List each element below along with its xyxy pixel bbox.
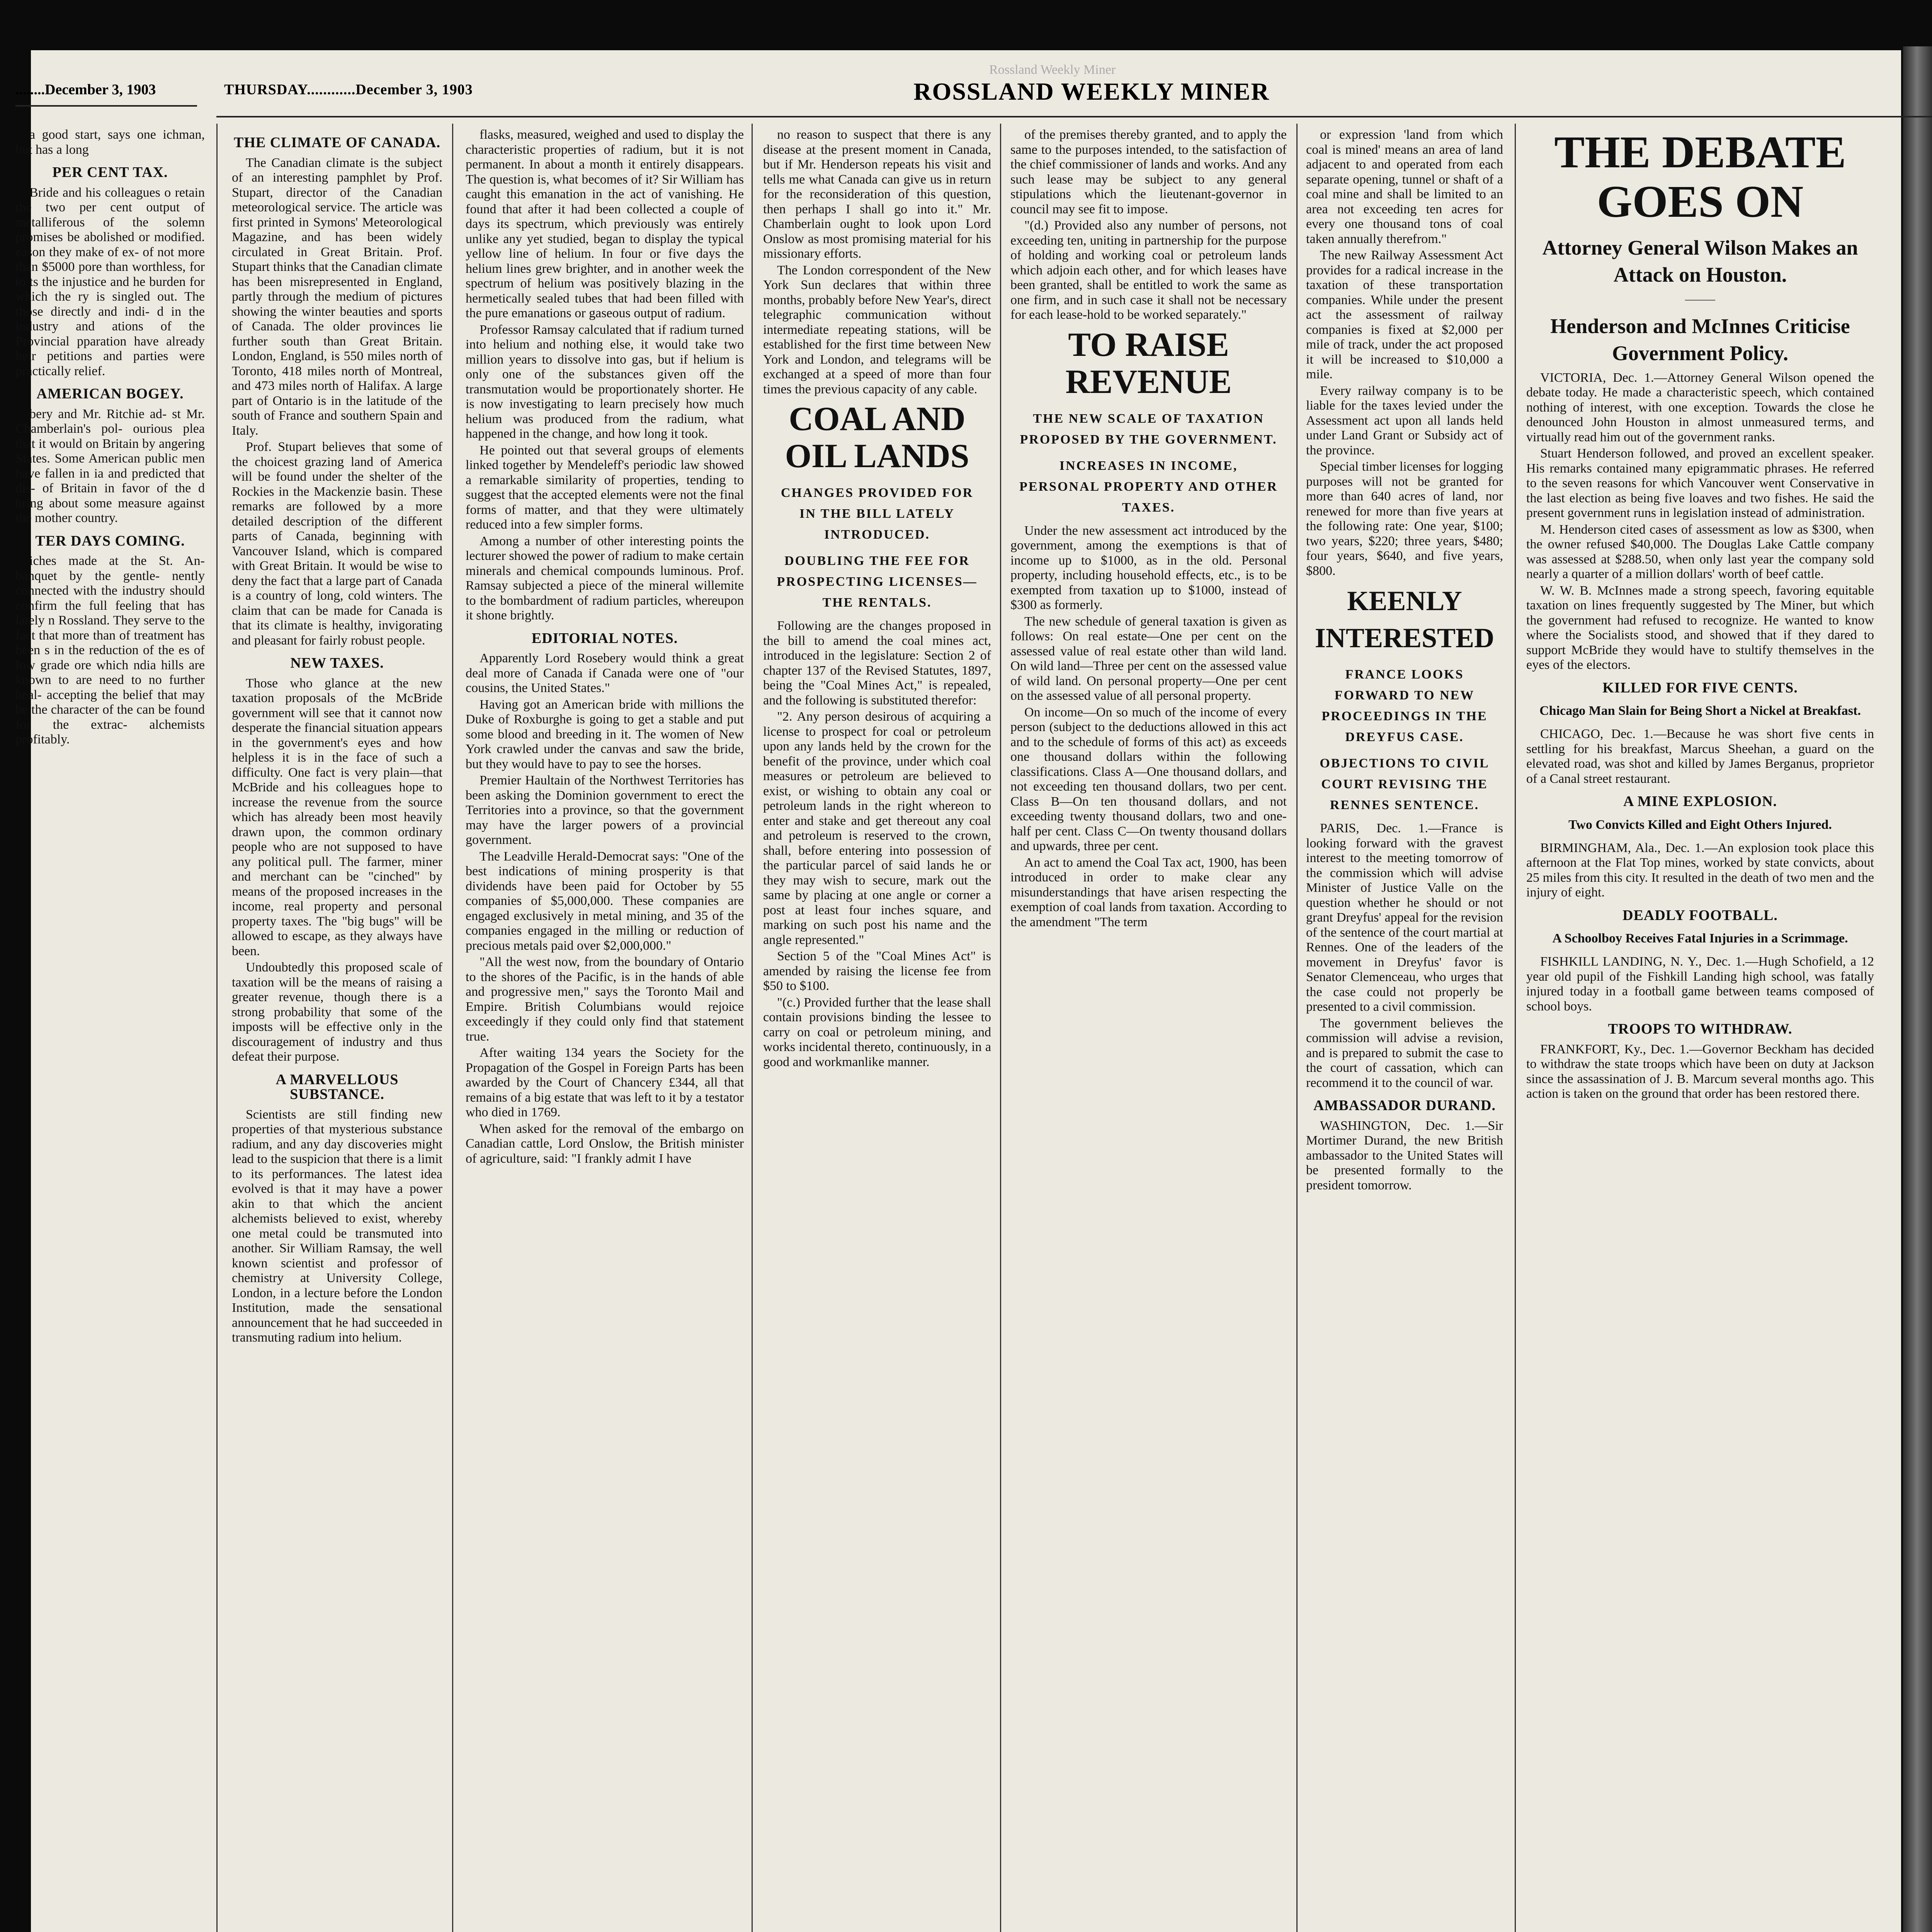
column-rule: [752, 124, 753, 1932]
article-text: On income—On so much of the income of every person (subject to the deductions allowed in this act and to the schedule of forms of this act) as exceeds one thousand dollars within the following classifications. Class A—One thousand dollars, and not exceeding ten thousand dollars, two per cent. Class B—On ten thousand dollars, and not exceeding twenty thousand dollars, two and one-half per cent. Class C—On twenty thousand dollars and upwards, three per cent.: [1010, 705, 1287, 853]
article-headline: THE CLIMATE OF CANADA.: [233, 134, 441, 151]
article-headline: EDITORIAL NOTES.: [531, 630, 678, 646]
article-text: CHICAGO, Dec. 1.—Because he was short five cents in settling for his breakfast, Marcus Sheehan, a guard on the elevated road, was shot and killed by James Berganus, proprietor of a Canal street restaurant.: [1526, 727, 1874, 786]
page-header: [216, 62, 1932, 117]
article-text: He pointed out that several groups of elements linked together by Mendeleff's periodic law showed a remarkable similarity of properties, tending to suggest that the accepted elements were not the final forms of matter, and that they were ultimately reduced into a few simpler forms.: [466, 443, 744, 532]
subheading: Two Convicts Killed and Eight Others Injured.: [1568, 817, 1832, 832]
article-headline: KILLED FOR FIVE CENTS.: [1602, 679, 1798, 696]
article-text: Having got an American bride with millions the Duke of Roxburghe is going to get a stable and put some blood and breeding in it. The women of New York crawled under the canvas and saw the bride, but they would have to pay to see the horses.: [466, 697, 744, 771]
column-2: [466, 128, 744, 1932]
article-text: After waiting 134 years the Society for the Propagation of the Gospel in Foreign Parts has been awarded by the Court of Chancery £344, all that remains of a big estate that was left to it by a testator who died in 1769.: [466, 1046, 744, 1119]
article-headline: THE DEBATE GOES ON: [1554, 128, 1846, 227]
article-text: no reason to suspect that there is any disease at the present moment in Canada, but if Mr. Henderson repeats his visit and tells me what Canada can give us in return for the reconsideration of this question, then perhaps I shall go into it." Mr. Chamberlain ought to look upon Lord Onslow as most promising material for his missionary efforts.: [763, 128, 991, 261]
article-text: Among a number of other interesting points the lecturer showed the power of radium to make certain minerals and chemical compounds luminous. Prof. Ramsay subjected a piece of the mineral willemite to the bombardment of radium particles, whereupon it shone brightly.: [466, 534, 744, 622]
column-5: [1306, 128, 1503, 1932]
article-text: Scientists are still finding new properties of that mysterious substance radium, and any day discoveries might lead to the suspicion that there is a limit to its performances. The latest idea evolved is that it may have a power akin to that which the ancient alchemists believed to exist, whereby one metal could be transmuted into another. Sir William Ramsay, the well known scientist and professor of chemistry at University College, London, in a lecture before the London Institution, made the sensational announcement that he had succeeded in transmuting radium into helium.: [232, 1107, 442, 1345]
article-text: flasks, measured, weighed and used to display the characteristic properties of radium, but it is not permanent. In about a month it entirely disappears. The question is, what becomes of it? Sir William has caught this emanation in the act of vanishing. He found that after it had been collected a couple of days its spectrum, which previously was entirely unlike any yet studied, began to display the typical yellow line of helium. In four or five days the helium lines grew brighter, and in another week the spectrum of helium was positively blazing in the hermetically sealed tubes that had been filled with the pure emanations or gaseous output of radium.: [466, 128, 744, 320]
subheading: A Schoolboy Receives Fatal Injuries in a Scrimmage.: [1552, 931, 1848, 946]
article-text: VICTORIA, Dec. 1.—Attorney General Wilson opened the debate today. He made a characteristic speech, which contained nothing of interest, with one exception. Towards the close he denounced John Houston in almost unmeasured terms, and virtually read him out of the government ranks.: [1526, 370, 1874, 444]
article-headline: AMBASSADOR DURAND.: [1313, 1097, 1496, 1114]
article-text: or expression 'land from which coal is mined' means an area of land adjacent to and operated from each separate opening, tunnel or shaft of a coal mine and shall be limited to an area not exceeding ten acres for every one thousand tons of coal taken annually therefrom.": [1306, 128, 1503, 246]
dateline: THURSDAY............December 3, 1903: [224, 82, 473, 98]
article-text: Prof. Stupart believes that some of the choicest grazing land of America will be found under the shelter of the Rockies in the Mackenzie basin. These remarks are followed by a more detailed description of the different parts of Canada, beginning with Vancouver Island, which is compared with Great Britain. It would be wise to deny the fact that a large part of Canada is a country of long, cold winters. The claim that can be made for Canada is that its climate is healthy, invigorating and pleasant for fairly robust people.: [232, 440, 442, 648]
article-text: Under the new assessment act introduced by the government, among the exemptions is that of income up to $1000, as in the old. Personal property, including household effects, etc., is to be exempted from taxation up to $1000, instead of $300 as formerly.: [1010, 523, 1287, 612]
article-headline: A MINE EXPLOSION.: [1623, 793, 1777, 810]
subheading: CHANGES PROVIDED FOR IN THE BILL LATELY INTRODUCED.: [781, 486, 974, 542]
article-text: Apparently Lord Rosebery would think a great deal more of Canada if Canada were one of "our cousins, the United States.": [466, 651, 744, 695]
article-text: FRANKFORT, Ky., Dec. 1.—Governor Beckham has decided to withdraw the state troops which have been on duty at Jackson since the assassination of J. B. Marcum several months ago. This action is taken on the ground that order has been restored there.: [1526, 1042, 1874, 1101]
article-text: bery and Mr. Ritchie ad- st Mr. Chamberlain's pol- ourious plea that it would on Britain by angering States. Some American public men have fallen in ia and predicted that dis- of Britain in favor of the d bring about some measure against the mother country.: [15, 406, 205, 525]
article-text: iches made at the St. An- banquet by the gentle- nently connected with the industry should confirm the full feeling that has lately n Rossland. They serve to the fact that more than of treatment has been s in the reduction of the es of low grade ore which ndia hills are known to are need to no further heal- accepting the belief that may be the character of the can be found for the extrac- alchemists profitably.: [15, 554, 205, 747]
article-text: Section 5 of the "Coal Mines Act" is amended by raising the license fee from $50 to $100.: [763, 949, 991, 993]
subheading: INCREASES IN INCOME, PERSONAL PROPERTY AND OTHER TAXES.: [1019, 458, 1278, 515]
article-text: a good start, says one ichman, but has a long: [15, 128, 205, 157]
subheading: OBJECTIONS TO CIVIL COURT REVISING THE RENNES SENTENCE.: [1320, 756, 1490, 812]
article-text: Undoubtedly this proposed scale of taxation will be the means of raising a greater revenue, though there is a strong probability that some of the imposts will be effective only in the discouragement of industry and thus defeat their purpose.: [232, 960, 442, 1064]
article-text: PARIS, Dec. 1.—France is looking forward with the gravest interest to the meeting tomorrow of the commission which will advise Minister of Justice Valle on the question whether he should or not grant Dreyfus' appeal for the revision of the sentence of the court martial at Rennes. One of the leaders of the movement in Dreyfus' favor is Senator Clemenceau, who urges that the case could not properly be presented to a civil commission.: [1306, 821, 1503, 1014]
subheading: DOUBLING THE FEE FOR PROSPECTING LICENSES—THE RENTALS.: [777, 554, 978, 610]
divider: ———: [1685, 294, 1715, 305]
article-headline: A MARVELLOUS SUBSTANCE.: [276, 1071, 399, 1102]
article-text: Stuart Henderson followed, and proved an excellent speaker. His remarks contained many epigrammatic phrases. He referred to the seven reasons for which Vancouver went Conservative in the last election as being five loaves and two fishes. He said the present government runs in legislation instead of administration.: [1526, 446, 1874, 520]
article-text: BIRMINGHAM, Ala., Dec. 1.—An explosion took place this afternoon at the Flat Top mines, worked by state convicts, about 25 miles from this city. It resulted in the death of two men and the injury of eight.: [1526, 840, 1874, 900]
article-text: M. Henderson cited cases of assessment as low as $300, when the owner refused $40,000. The Douglas Lake Cattle company was assessed at $288.50, when only last year the company sold nearly a quarter of a million dollars' worth of beef cattle.: [1526, 522, 1874, 581]
section-heading: TER DAYS COMING.: [35, 532, 185, 549]
column-6: [1526, 128, 1874, 1932]
article-headline: KEENLY INTERESTED: [1315, 585, 1495, 653]
column-rule: [1000, 124, 1001, 1932]
article-text: When asked for the removal of the embargo on Canadian cattle, Lord Onslow, the British minister of agriculture, said: "I frankly admit I have: [466, 1121, 744, 1166]
column-rule: [1296, 124, 1298, 1932]
binding-edge: [1903, 46, 1932, 1932]
column-3: [763, 128, 991, 1932]
article-text: "2. Any person desirous of acquiring a license to prospect for coal or petroleum upon any lands held by the crown for the benefit of the province, under which coal measures or petroleum are believed to exist, or wishing to obtain any coal or petroleum lands in the right whereon to enter and stake and get thereout any coal and petroleum is reserved to the crown, shall, before entering into possession of the particular parcel of said lands he or they may wish to secure, mark out the same by placing at one angle or corner a post at least four inches square, and marking on such post his name and the angle represented.": [763, 709, 991, 947]
column-left-partial: [15, 128, 205, 1932]
article-text: FISHKILL LANDING, N. Y., Dec. 1.—Hugh Schofield, a 12 year old pupil of the Fishkill Landing high school, was fatally injured today in a football game between teams composed of school boys.: [1526, 954, 1874, 1014]
article-text: The new Railway Assessment Act provides for a radical increase in the taxation of these transportation companies. While under the present act the assessment of railway companies is fixed at $2,000 per mile of track, under the act proposed it will be increased to $10,000 a mile.: [1306, 248, 1503, 381]
article-text: The Canadian climate is the subject of an interesting pamphlet by Prof. Stupart, director of the Canadian meteorological service. The article was first printed in Symons' Meteorological Magazine, and has been widely circulated in Great Britain. Prof. Stupart thinks that the Canadian climate has been misrepresented in England, partly through the medium of pictures showing the winter beauties and sports of Canada. The older provinces lie further south than Great Britain. London, England, is 550 miles north of Toronto, 418 miles north of Montreal, and 473 miles north of Halifax. A large part of Ontario is in the latitude of the south of France and southern Spain and Italy.: [232, 155, 442, 438]
article-headline: TROOPS TO WITHDRAW.: [1608, 1021, 1793, 1037]
masthead: ROSSLAND WEEKLY MINER: [913, 78, 1270, 105]
article-text: "All the west now, from the boundary of Ontario to the shores of the Pacific, is in the hands of able and progressive men," says the Toronto Mail and Empire. British Columbians would rejoice exceedingly if they could only find that statement true.: [466, 955, 744, 1044]
subheading: THE NEW SCALE OF TAXATION PROPOSED BY THE GOVERNMENT.: [1020, 411, 1277, 447]
article-headline: NEW TAXES.: [290, 655, 384, 671]
article-text: Premier Haultain of the Northwest Territories has been asking the Dominion government to erect the Territories into a province, so that the government may have the larger powers of a provincial government.: [466, 773, 744, 847]
left-page-dateline: ........December 3, 1903: [15, 81, 197, 107]
subheading: FRANCE LOOKS FORWARD TO NEW PROCEEDINGS IN THE DREYFUS CASE.: [1321, 667, 1488, 744]
article-text: W. W. B. McInnes made a strong speech, favoring equitable taxation on lines frequently suggested by The Miner, but which the government had refused to recognize. He wanted to know where the Socialists stood, and showed that if they dared to support McBride they would have to stultify themselves in the eyes of the electors.: [1526, 583, 1874, 672]
article-text: An act to amend the Coal Tax act, 1900, has been introduced in order to make clear any misunderstandings that have arisen respecting the exemption of coal lands from taxation. According to the amendment "The term: [1010, 855, 1287, 929]
article-text: Professor Ramsay calculated that if radium turned into helium and nothing else, it would take two million years to dissolve into gas, but if helium is only one of the substances given off the transmutation would be proportionately shorter. He is now investigating to learn precisely how much helium was produced from the radium, what happened in the change, and how long it took.: [466, 322, 744, 441]
article-text: of the premises thereby granted, and to apply the same to the purposes intended, to the satisfaction of the chief commissioner of lands and works. And any such lease may be subject to any general stipulations which the lieutenant-governor in council may see fit to impose.: [1010, 128, 1287, 216]
article-text: The Leadville Herald-Democrat says: "One of the best indications of mining prosperity is that dividends have been paid for October by 55 companies of $5,000,000. These companies are engaged exclusively in metal mining, and 35 of the companies engaged in the milling or reduction of precious metals paid over $2,000,000.": [466, 849, 744, 953]
section-heading: PER CENT TAX.: [52, 164, 168, 180]
article-text: Every railway company is to be liable for the taxes levied under the Assessment act upon all lands held under Land Grant or Subsidy act of the province.: [1306, 383, 1503, 457]
article-headline: DEADLY FOOTBALL.: [1622, 907, 1778, 923]
column-rule: [452, 124, 453, 1932]
column-rule: [1515, 124, 1516, 1932]
article-text: The government believes the commission will advise a revision, and is prepared to submit the case to the court of cassation, which can recommend it to the council of war.: [1306, 1016, 1503, 1090]
article-text: Those who glance at the new taxation proposals of the McBride government will see that it cannot now desperate the financial situation appears in the government's eyes and how helpless it is in the face of such a difficulty. One fact is very plain—that McBride and his colleagues hope to increase the revenue from the source which has already been most heavily drawn upon, the common ordinary people who are not supposed to have any political pull. The farmer, miner and merchant can be "cinched" by means of the proposed increases in the income, real property and personal property taxes. The "big bugs" will be allowed to escape, as they always have been.: [232, 676, 442, 958]
article-text: WASHINGTON, Dec. 1.—Sir Mortimer Durand, the new British ambassador to the United States will be presented formally to the president tomorrow.: [1306, 1118, 1503, 1192]
column-4: [1010, 128, 1287, 1932]
article-text: Special timber licenses for logging purposes will not be granted for more than 640 acres of land, nor renewed for more than five years at the following rate: One year, $100; two years, $220; three years, $480; four years, $640, and five years, $800.: [1306, 459, 1503, 578]
faint-overprint: Rossland Weekly Miner: [989, 63, 1116, 77]
column-rule: [216, 124, 218, 1932]
article-headline: COAL AND OIL LANDS: [785, 400, 969, 475]
article-text: The London correspondent of the New York Sun declares that within three months, probably before New Year's, direct telegraphic communication without intermediate repeating stations, will be established for the first time between New York and London, and telegrams will be exchanged at a speed of more than four times the previous capacity of any cable.: [763, 263, 991, 396]
subheading: Attorney General Wilson Makes an Attack on Houston.: [1542, 236, 1858, 286]
section-heading: AMERICAN BOGEY.: [36, 386, 184, 402]
article-text: "(d.) Provided also any number of persons, not exceeding ten, uniting in partnership for the purpose of holding and working coal or petroleum lands which adjoin each other, and for which leases have been granted, shall be entitled to work the same as one firm, and in such case it shall not be necessary for each lease-hold to be worked separately.": [1010, 218, 1287, 322]
subheading: Chicago Man Slain for Being Short a Nickel at Breakfast.: [1539, 704, 1861, 718]
column-1: [232, 128, 442, 1932]
article-text: Following are the changes proposed in the bill to amend the coal mines act, introduced in the legislature: Section 2 of chapter 137 of the Revised Statutes, 1897, being the "Coal Mines Act," is repealed, and the following is substituted therefor:: [763, 619, 991, 707]
article-text: "(c.) Provided further that the lease shall contain provisions binding the lessee to carry on coal or petroleum mining, and works incidental thereto, continuously, in a good and workmanlike manner.: [763, 995, 991, 1069]
article-text: The new schedule of general taxation is given as follows: On real estate—One per cent on the assessed value of real estate other than wild land. On wild land—Three per cent on the assessed value of wild land. On personal property—One per cent on the assessed value of all personal property.: [1010, 614, 1287, 703]
article-headline: TO RAISE REVENUE: [1065, 326, 1232, 401]
article-text: Bride and his colleagues o retain the two per cent output of metalliferous of the solemn promises be abolished or modified. eason they make of ex- of not more than $5000 pore than worthless, for to ts the injustice and he burden for which the ry is singled out. The those directly and indi- d in the industry and ations of the Provincial pparation have already heir petitions and parties were practically relief.: [15, 185, 205, 378]
subheading: Henderson and McInnes Criticise Government Policy.: [1550, 314, 1850, 365]
